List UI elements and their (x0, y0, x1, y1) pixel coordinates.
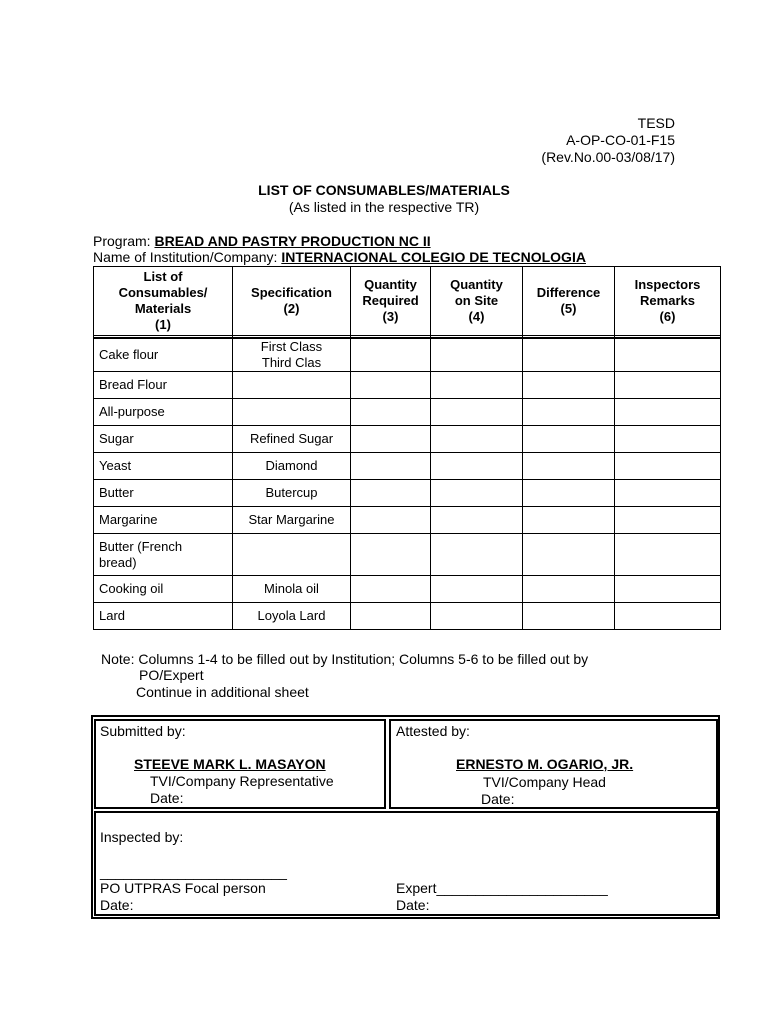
inspected-by-label: Inspected by: (100, 829, 184, 845)
remarks-cell[interactable] (615, 576, 721, 603)
form-code: A-OP-CO-01-F15 (566, 132, 675, 148)
attested-by-name: ERNESTO M. OGARIO, JR. (456, 756, 634, 772)
remarks-cell[interactable] (615, 399, 721, 426)
specification-cell: Diamond (233, 453, 351, 480)
difference-cell[interactable] (523, 399, 615, 426)
quantity-required-cell[interactable] (351, 534, 431, 576)
material-cell: Butter (94, 480, 233, 507)
difference-cell[interactable] (523, 576, 615, 603)
material-cell: Butter (French bread) (94, 534, 233, 576)
specification-cell: Butercup (233, 480, 351, 507)
quantity-required-cell[interactable] (351, 372, 431, 399)
material-cell: Cooking oil (94, 576, 233, 603)
quantity-on-site-cell[interactable] (431, 603, 523, 630)
quantity-on-site-cell[interactable] (431, 507, 523, 534)
difference-cell[interactable] (523, 507, 615, 534)
submitted-by-role: TVI/Company Representative (150, 773, 334, 789)
submitted-by-date: Date: (150, 790, 184, 806)
table-row (94, 453, 721, 480)
specification-cell: First Class Third Clas (233, 338, 351, 372)
table-row (94, 480, 721, 507)
attested-by-date: Date: (481, 791, 515, 807)
table-row (94, 399, 721, 426)
specification-cell (233, 372, 351, 399)
quantity-required-cell[interactable] (351, 480, 431, 507)
quantity-on-site-cell[interactable] (431, 453, 523, 480)
program-value: BREAD AND PASTRY PRODUCTION NC II (154, 233, 431, 249)
remarks-cell[interactable] (615, 534, 721, 576)
column-header-materials: List of Consumables/ Materials (1) (94, 267, 233, 336)
quantity-required-cell[interactable] (351, 453, 431, 480)
submitted-by-name: STEEVE MARK L. MASAYON (134, 756, 326, 772)
specification-cell: Star Margarine (233, 507, 351, 534)
note-line-1: Note: Columns 1-4 to be filled out by Institution; Columns 5-6 to be filled out by (101, 651, 589, 667)
po-focal-person-label: PO UTPRAS Focal person (100, 880, 266, 896)
table-row (94, 603, 721, 630)
document-subtitle: (As listed in the respective TR) (288, 199, 480, 215)
column-header-quantity-on-site: Quantity on Site (4) (431, 267, 523, 336)
quantity-required-cell[interactable] (351, 426, 431, 453)
material-cell: Lard (94, 603, 233, 630)
table-header-row (94, 267, 721, 336)
difference-cell[interactable] (523, 453, 615, 480)
difference-cell[interactable] (523, 426, 615, 453)
quantity-required-cell[interactable] (351, 603, 431, 630)
specification-cell (233, 399, 351, 426)
quantity-required-cell[interactable] (351, 576, 431, 603)
specification-cell: Minola oil (233, 576, 351, 603)
material-cell: Cake flour (94, 338, 233, 372)
expert-signature-line[interactable]: Expert______________________ (396, 880, 608, 896)
remarks-cell[interactable] (615, 338, 721, 372)
revision-number: (Rev.No.00-03/08/17) (541, 149, 675, 165)
column-header-quantity-required: Quantity Required (3) (351, 267, 431, 336)
note-line-3: Continue in additional sheet (136, 684, 309, 700)
document-title: LIST OF CONSUMABLES/MATERIALS (258, 182, 510, 198)
institution-value: INTERNACIONAL COLEGIO DE TECNOLOGIA (281, 249, 586, 265)
material-cell: Yeast (94, 453, 233, 480)
column-header-specification: Specification (2) (233, 267, 351, 336)
remarks-cell[interactable] (615, 372, 721, 399)
material-cell: Margarine (94, 507, 233, 534)
table-row (94, 507, 721, 534)
submitted-by-label: Submitted by: (100, 723, 186, 739)
quantity-on-site-cell[interactable] (431, 426, 523, 453)
quantity-on-site-cell[interactable] (431, 534, 523, 576)
specification-cell (233, 534, 351, 576)
program-label: Program: (93, 233, 151, 249)
quantity-on-site-cell[interactable] (431, 399, 523, 426)
attested-by-role: TVI/Company Head (483, 774, 606, 790)
material-cell: All-purpose (94, 399, 233, 426)
expert-date-label: Date: (396, 897, 430, 913)
remarks-cell[interactable] (615, 426, 721, 453)
quantity-on-site-cell[interactable] (431, 338, 523, 372)
table-row (94, 372, 721, 399)
quantity-required-cell[interactable] (351, 507, 431, 534)
institution-line (93, 249, 586, 265)
remarks-cell[interactable] (615, 453, 721, 480)
column-header-difference: Difference (5) (523, 267, 615, 336)
quantity-required-cell[interactable] (351, 338, 431, 372)
materials-table (93, 266, 721, 630)
quantity-on-site-cell[interactable] (431, 372, 523, 399)
table-row (94, 576, 721, 603)
quantity-on-site-cell[interactable] (431, 576, 523, 603)
specification-cell: Refined Sugar (233, 426, 351, 453)
difference-cell[interactable] (523, 338, 615, 372)
column-header-inspectors-remarks: Inspectors Remarks (6) (615, 267, 721, 336)
difference-cell[interactable] (523, 372, 615, 399)
difference-cell[interactable] (523, 534, 615, 576)
table-row (94, 534, 721, 576)
material-cell: Sugar (94, 426, 233, 453)
remarks-cell[interactable] (615, 507, 721, 534)
attested-by-label: Attested by: (396, 723, 470, 739)
agency-label: TESD (637, 115, 675, 131)
remarks-cell[interactable] (615, 480, 721, 507)
po-date-label: Date: (100, 897, 134, 913)
difference-cell[interactable] (523, 603, 615, 630)
remarks-cell[interactable] (615, 603, 721, 630)
difference-cell[interactable] (523, 480, 615, 507)
note-line-2: PO/Expert (139, 667, 204, 683)
table-row (94, 338, 721, 372)
institution-label: Name of Institution/Company: (93, 249, 278, 265)
specification-cell: Loyola Lard (233, 603, 351, 630)
quantity-required-cell[interactable] (351, 399, 431, 426)
material-cell: Bread Flour (94, 372, 233, 399)
quantity-on-site-cell[interactable] (431, 480, 523, 507)
po-signature-line[interactable]: ________________________ (100, 864, 287, 880)
table-row (94, 426, 721, 453)
program-line (93, 233, 431, 249)
